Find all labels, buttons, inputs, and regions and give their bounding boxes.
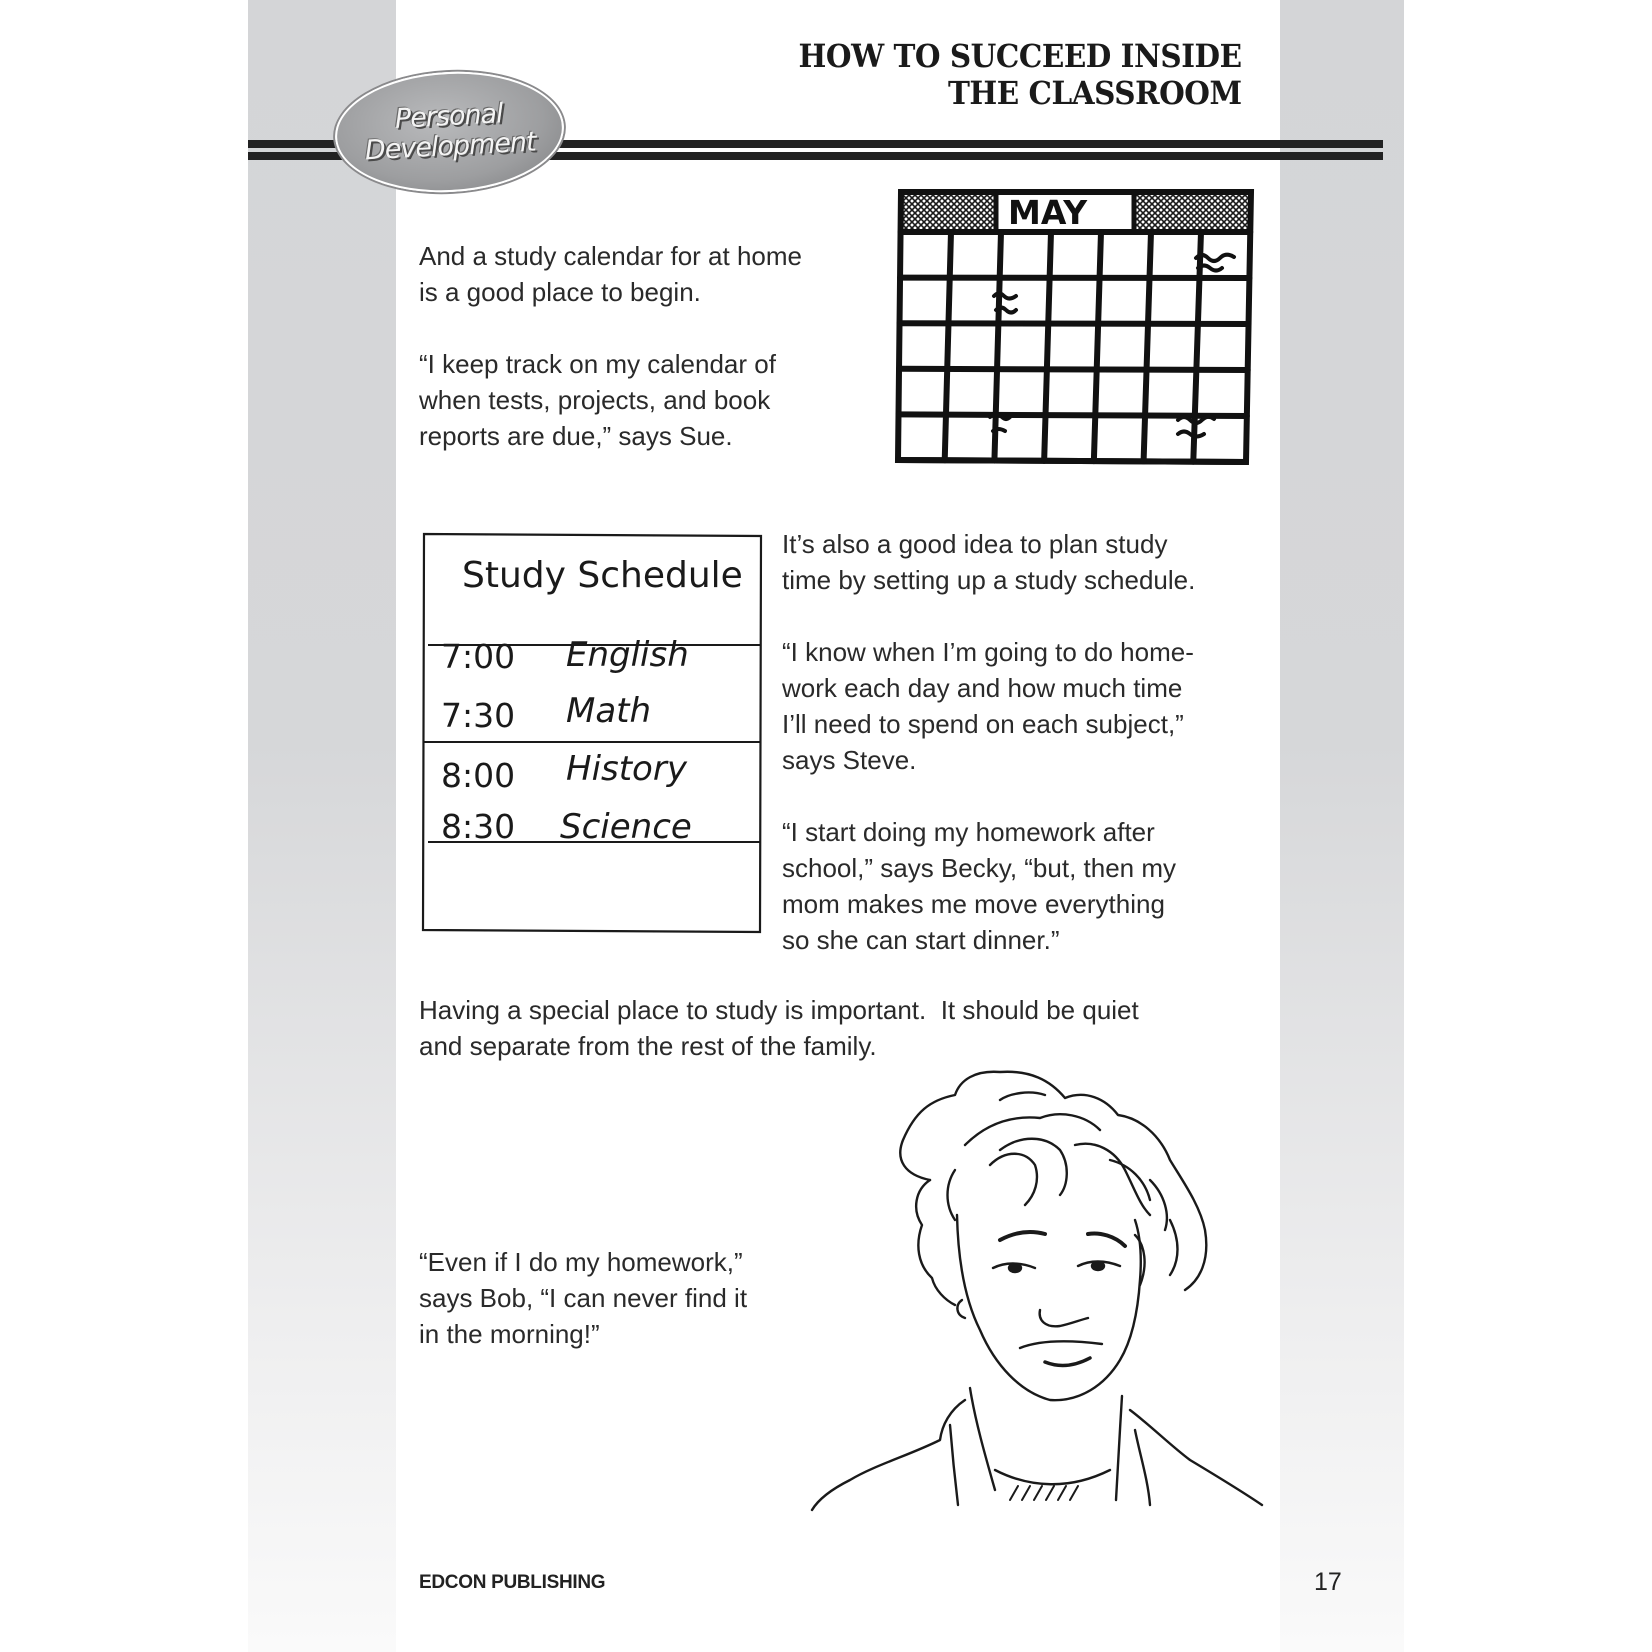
schedule-time: 7:00 (441, 637, 516, 676)
page-number: 17 (1314, 1568, 1342, 1596)
schedule-subject: Math (566, 691, 652, 731)
quote-steve: “I know when I’m going to do home- work each day and how much time I’ll need to spend on each subject,” says Steve. (782, 637, 1194, 775)
schedule-subject: English (566, 635, 689, 675)
section-badge-line-2: Development (364, 126, 537, 167)
schedule-time: 8:30 (441, 807, 516, 846)
paragraph-study-place: Having a special place to study is important. It should be quiet and separate from the rest of the family. (419, 995, 1139, 1061)
schedule-time: 7:30 (441, 696, 516, 735)
calendar-month-label: MAY (1008, 193, 1088, 232)
schedule-subject: History (566, 749, 687, 789)
schedule-time: 8:00 (441, 756, 516, 795)
quote-bob: “Even if I do my homework,” says Bob, “I can never find it in the morning!” (419, 1247, 748, 1349)
section-badge-line-1: Personal (394, 98, 504, 135)
paragraph-study-calendar: And a study calendar for at home is a good place to begin. (419, 241, 803, 307)
quote-becky: “I start doing my homework after school,” says Becky, “but, then my mom makes me move everything so she can start dinner.” (782, 817, 1176, 955)
page-title-line-2: THE CLASSROOM (948, 74, 1242, 112)
quote-sue: “I keep track on my calendar of when tests, projects, and book reports are due,” says Sue. (419, 349, 776, 451)
study-schedule-title: Study Schedule (462, 555, 743, 596)
paragraph-study-schedule: It’s also a good idea to plan study time by setting up a study schedule. (782, 529, 1196, 595)
publisher-name: EDCON PUBLISHING (419, 1572, 606, 1593)
schedule-subject: Science (560, 807, 692, 847)
page-title-line-1: HOW TO SUCCEED INSIDE (798, 37, 1242, 75)
